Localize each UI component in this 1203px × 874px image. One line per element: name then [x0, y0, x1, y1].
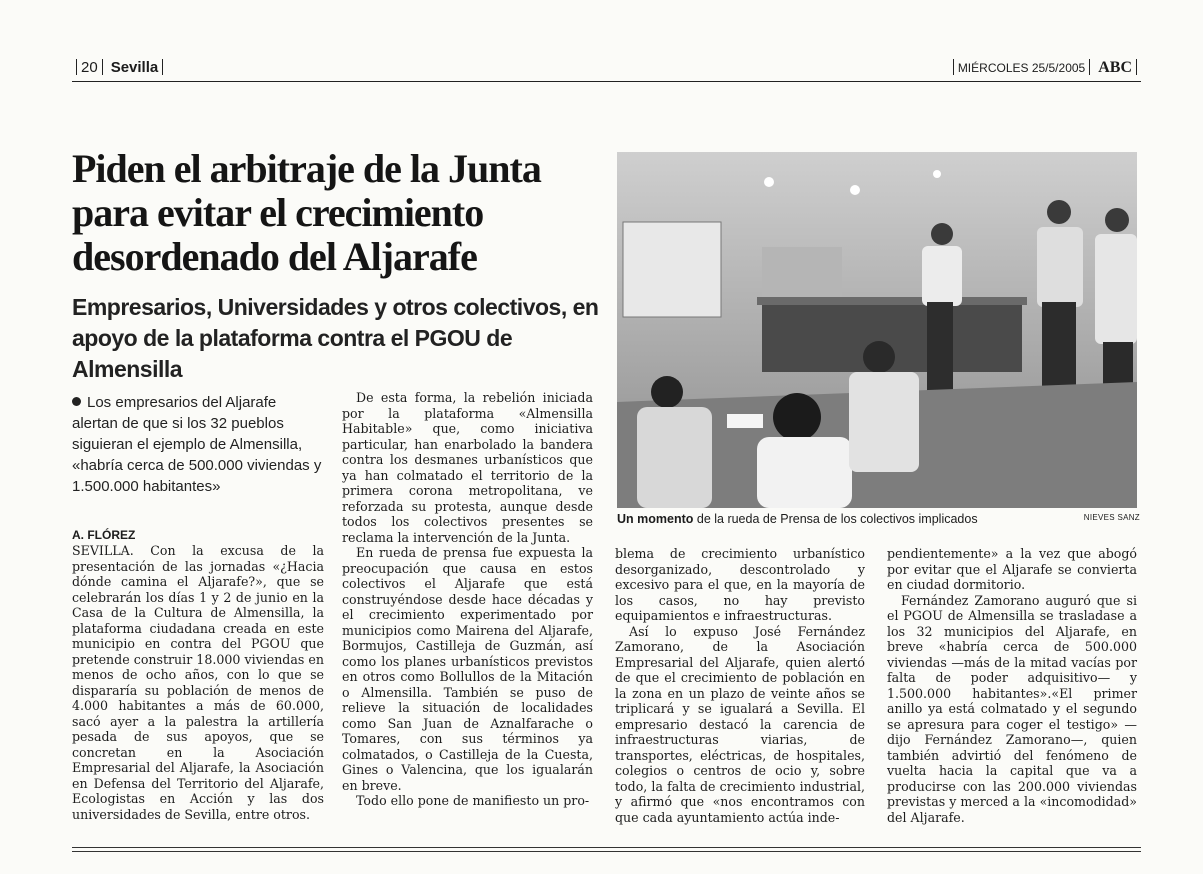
page-header-right — [949, 59, 1141, 81]
paragraph: Fernández Zamorano auguró que si el PGOU de Almensilla se trasladase a los 32 municipios del Aljarafe, en breve «habría cerca de 500.000 viviendas —más de la mitad vacías por falta de poder adquisitivo— y 1.500.000 habitantes».«El primer anillo ya está colmatado y el segundo se apresura para coger el testigo» —dijo Fernández Zamorano—, quien también advirtió del fenómeno de vuelta hacia la capital que va a producirse con las 200.000 viviendas previstas y merced a la «incomodidad» del Aljarafe. — [887, 592, 1137, 825]
photo-caption — [617, 512, 1017, 526]
article-column-3 — [615, 546, 865, 825]
issue-date: MIÉRCOLES 25/5/2005 — [957, 61, 1086, 75]
article-column-4 — [887, 546, 1137, 825]
header-rule — [72, 81, 1141, 82]
header-divider — [1089, 59, 1090, 75]
footer-rule — [72, 851, 1141, 852]
dateline: SEVILLA. — [72, 543, 134, 558]
paragraph: Así lo expuso José Fernández Zamorano, de la Asociación Empresarial del Aljarafe, quien alertó de que el crecimiento de población en la zona en un plazo de veinte años se triplicará y se igualará a Sevilla. El empresario destacó la carencia de infraestructuras viarias, de transportes, eléctricas, de hospitales, colegios o centros de ocio y, sobre todo, la falta de crecimiento industrial, y afirmó que «nos encontramos con que cada ayuntamiento actúa inde- — [615, 623, 865, 825]
byline: A. FLÓREZ — [72, 528, 136, 542]
summary-text: Los empresarios del Aljarafe alertan de que si los 32 pueblos siguieran el ejemplo de Almensilla, «habría cerca de 500.000 viviendas y 1.500.000 habitantes» — [72, 394, 322, 495]
paragraph: Todo ello pone de manifiesto un pro- — [356, 793, 590, 808]
page-header-left — [72, 59, 167, 81]
header-divider — [162, 59, 163, 75]
photo-credit: NIEVES SANZ — [1083, 513, 1140, 522]
summary-lead — [72, 392, 322, 497]
paragraph-text: Con la excusa de la presentación de las jornadas «¿Hacia dónde camina el Aljarafe?», que se celebrarán los días 1 y 2 de junio en la Casa de la Cultura de Almensilla, la plataforma ciudadana creada en este municipio en contra del PGOU que pretende construir 18.000 viviendas en menos de ocho años, con lo que se dispararía su población de menos de 4.000 habitantes a más de 60.000, sacó ayer a la palestra la artillería pesada de sus apoyos, que se concretan en la Asociación Empresarial del Aljarafe, la Asociación en Defensa del Territorio del Aljarafe, Ecologistas en Acción y las dos universidades de Sevilla, entre otros. — [72, 543, 324, 822]
header-divider — [1136, 59, 1137, 75]
paragraph: En rueda de prensa fue expuesta la preocupación que causa en estos colectivos el Aljarafe que está construyéndose desde hace décadas y el crecimiento experimentado por municipios como Mairena del Aljarafe, Bormujos, Castilleja de Guzmán, así como los planes urbanísticos previstos en otros como Bollullos de la Mitación o Almensilla. También se puso de relieve la situación de localidades como San Juan de Aznalfarache o Tomares, con sus términos ya colmatados, o Castilleja de la Cuesta, Gines o Valencina, que los igualarán en breve. — [342, 545, 593, 793]
header-divider — [953, 59, 954, 75]
publication-logo: ABC — [1098, 59, 1132, 76]
paragraph: blema de crecimiento urbanístico desorganizado, descontrolado y excesivo para el que, en la mayoría de los casos, no hay previsto equipamientos e infraestructuras. — [615, 546, 865, 623]
paragraph — [72, 543, 324, 822]
bullet-icon — [72, 397, 81, 406]
page-number: 20 — [81, 59, 98, 76]
article-column-1 — [72, 543, 324, 822]
footer-rule — [72, 847, 1141, 848]
caption-lead: Un momento — [617, 512, 694, 526]
press-conference-photo — [617, 152, 1137, 508]
header-divider — [102, 59, 103, 75]
paragraph: pendientemente» a la vez que abogó por evitar que el Aljarafe se convierta en ciudad dormitorio. — [887, 546, 1137, 592]
paragraph: De esta forma, la rebelión iniciada por la plataforma «Almensilla Habitable» que, como iniciativa particular, han enarbolado la bandera contra los desmanes urbanísticos que ya han colmatado el territorio de la primera corona metropolitana, ve reforzada su protesta, aunque desde todos los colectivos presentes se reclama la intervención de la Junta. — [342, 390, 593, 545]
caption-text: de la rueda de Prensa de los colectivos implicados — [693, 512, 978, 526]
headline: Piden el arbitraje de la Junta para evitar el crecimiento desordenado del Aljarafe — [72, 146, 541, 279]
article-column-2 — [342, 390, 593, 809]
section-name: Sevilla — [110, 59, 159, 76]
subheadline: Empresarios, Universidades y otros colectivos, en apoyo de la plataforma contra el PGOU de Almensilla — [72, 294, 599, 382]
photo-illustration — [617, 152, 1137, 508]
header-divider — [76, 59, 77, 75]
